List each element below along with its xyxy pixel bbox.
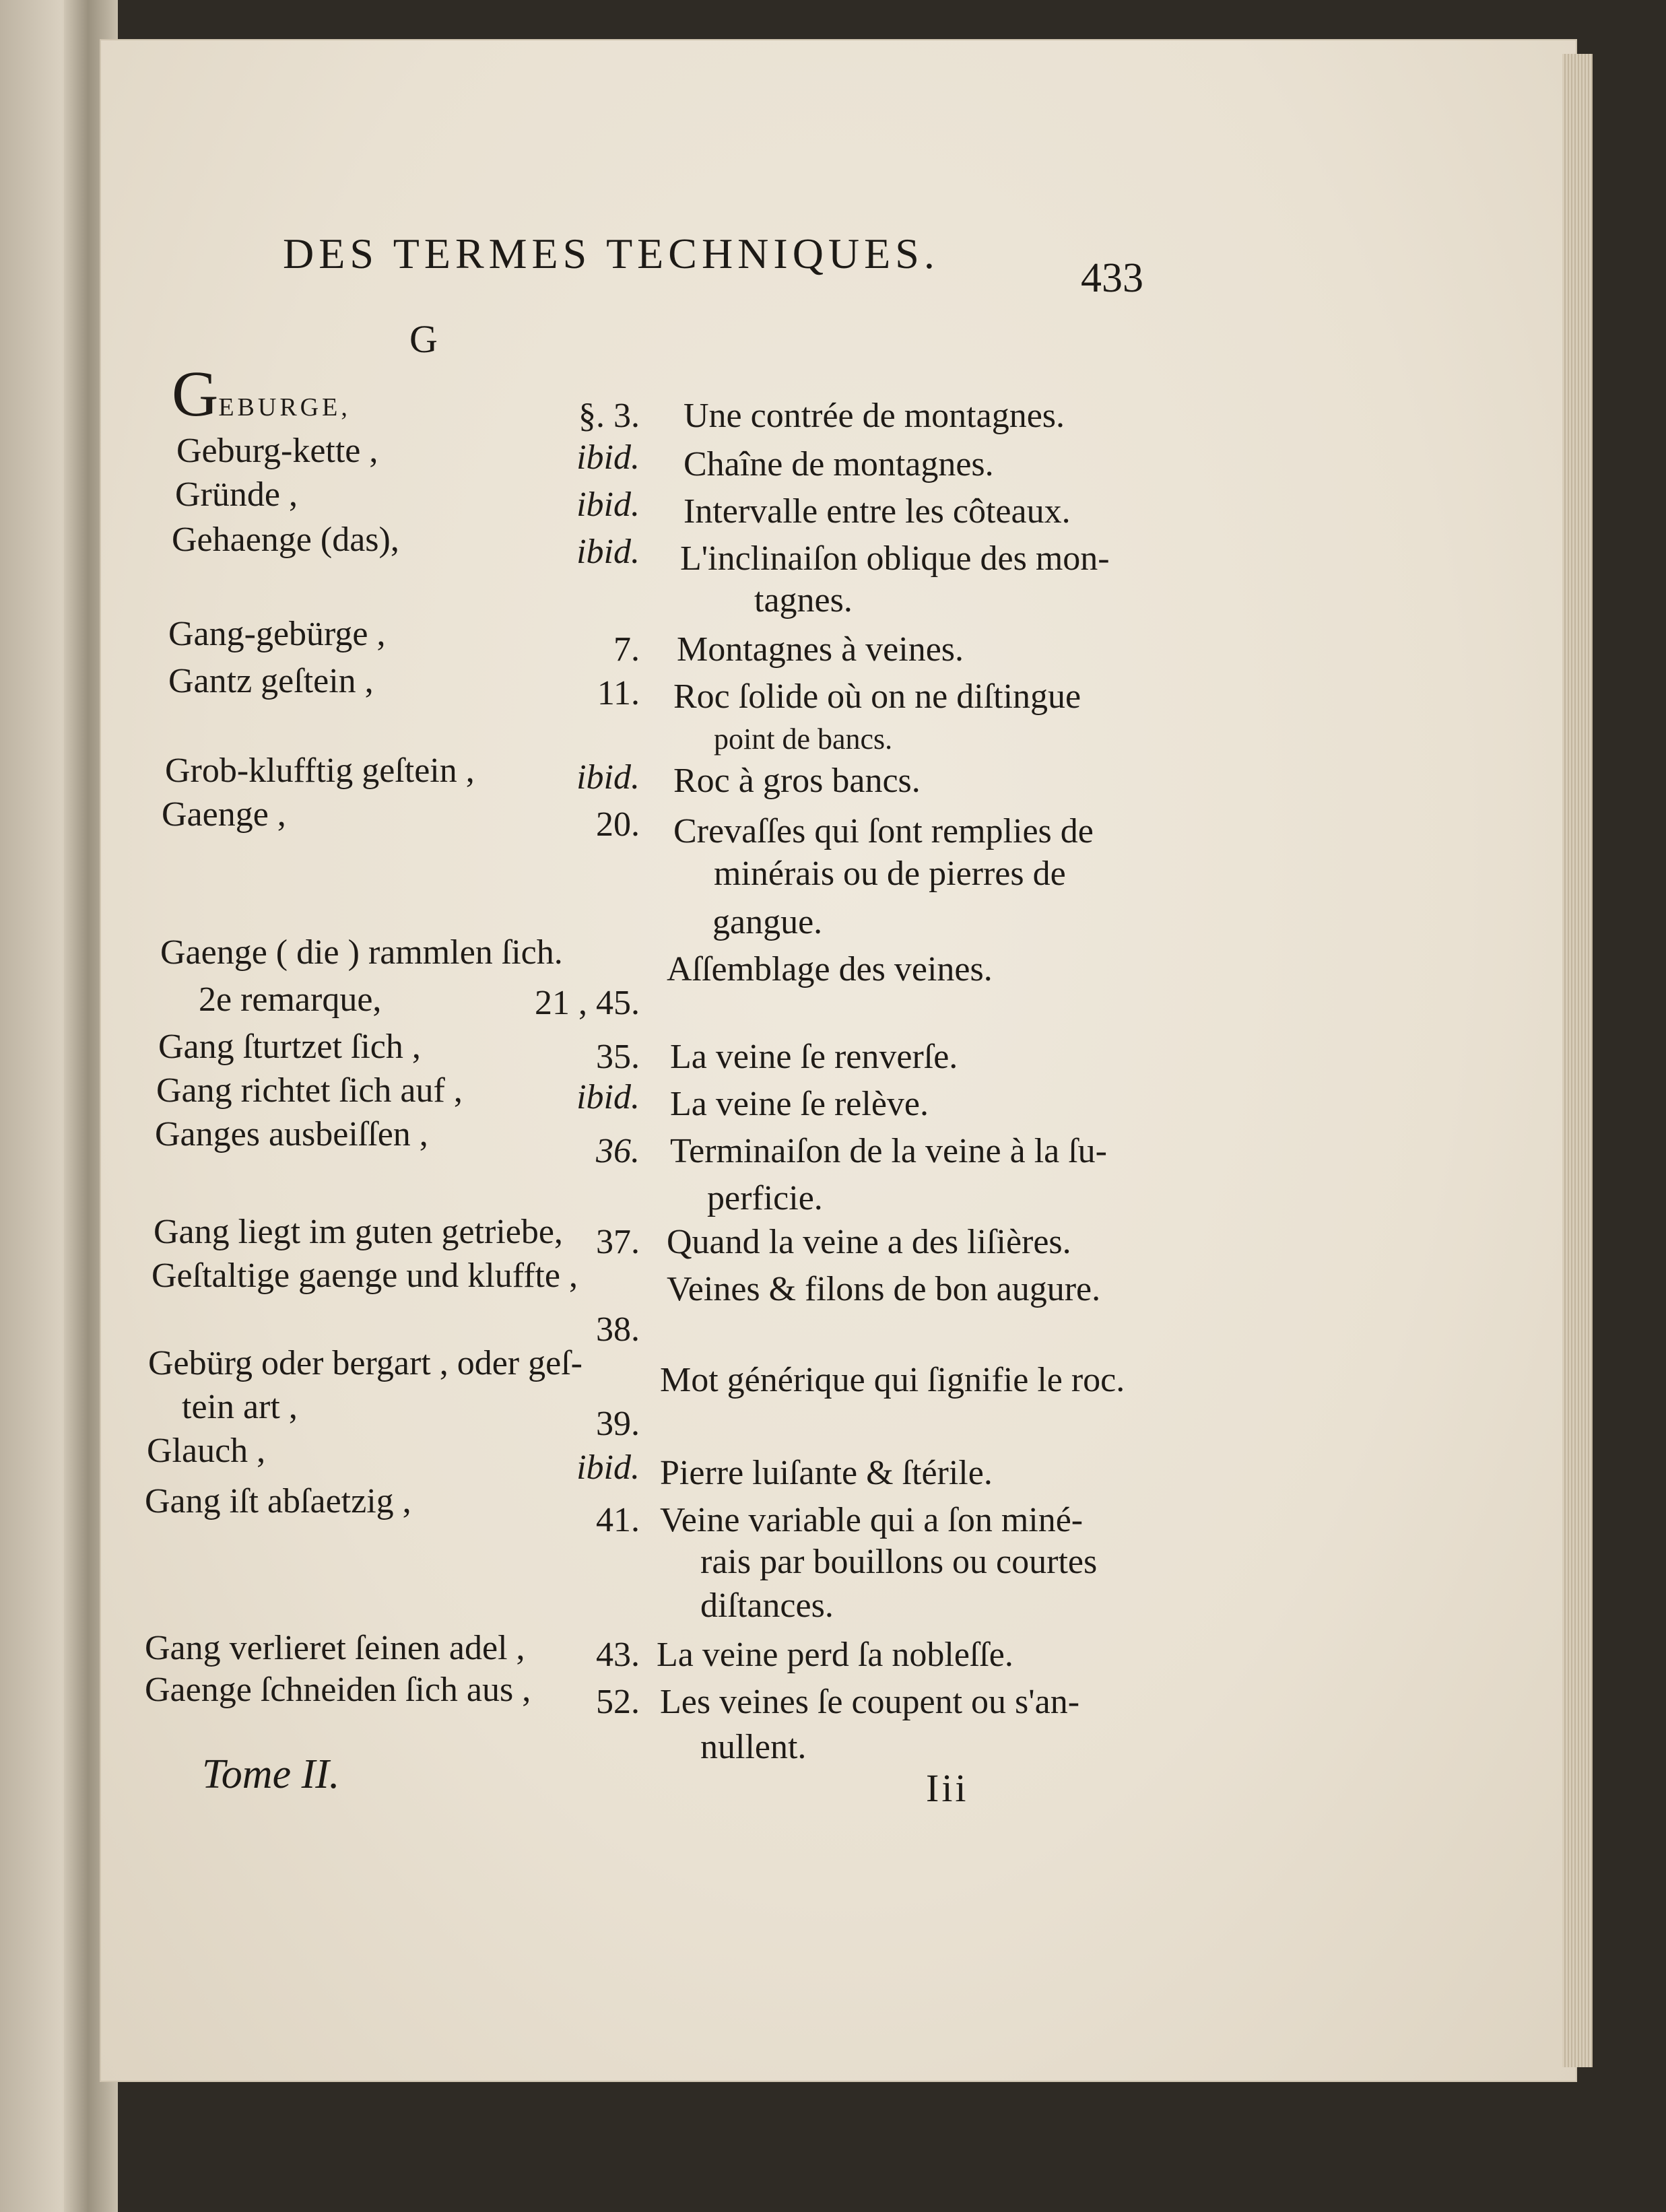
entry-translation: Veine variable qui a ſon miné- [660,1501,1084,1539]
entry-ref: ibid. [576,1078,640,1116]
entry-translation-cont: perficie. [707,1179,823,1217]
entry-translation-cont: gangue. [712,903,823,941]
entry-ref: 36. [596,1132,640,1170]
entry-term-cont: 2e remarque, [199,980,382,1019]
entry-term: Gaenge , [162,795,286,834]
entry-term: Gang richtet ſich auf , [156,1071,463,1110]
entry-translation-cont: rais par bouillons ou courtes [700,1543,1098,1581]
entry-translation: La veine ſe relève. [670,1085,929,1123]
entry-translation: La veine ſe renverſe. [670,1038,958,1076]
section-letter: G [409,317,438,361]
entry-translation: Roc à gros bancs. [673,762,921,800]
entry-term: Gang iſt abſaetzig , [145,1482,411,1520]
entry-ref: 21 , 45. [535,984,640,1022]
entry-translation: Pierre luiſante & ſtérile. [660,1454,993,1492]
entry-translation-cont: tagnes. [754,581,853,619]
entry-translation: Quand la veine a des liſières. [667,1223,1071,1261]
page-number: 433 [1081,255,1143,301]
entry-translation: Terminaiſon de la veine à la ſu- [670,1132,1107,1170]
entry-translation-cont: minérais ou de pierres de [714,854,1066,893]
entry-term: Gebürg oder bergart , oder geſ- [148,1344,582,1382]
entry-term-cont: tein art , [182,1388,298,1426]
entry-ref: 37. [596,1223,640,1261]
term-rest: EBURGE, [218,393,351,422]
entry-translation-cont: point de bancs. [714,723,893,756]
entry-ref: ibid. [576,485,640,524]
entry-ref: ibid. [576,533,640,571]
entry-ref: 39. [596,1405,640,1443]
entry-translation: La veine perd ſa nobleſſe. [657,1636,1013,1674]
entry-term: Gaenge ( die ) rammlen ſich. [160,933,563,972]
entry-term: Ganges ausbeiſſen , [155,1115,428,1153]
entry-translation: Aſſemblage des veines. [667,950,993,988]
entry-ref: 52. [596,1683,640,1721]
entry-ref: §. 3. [578,397,640,435]
entry-ref: 43. [596,1636,640,1674]
entry-ref: 20. [596,805,640,844]
entry-term: Geburg-kette , [176,432,378,470]
entry-translation: Crevaſſes qui ſont remplies de [673,812,1094,850]
entry-term [172,358,351,430]
entry-term: Gang ſturtzet ſich , [158,1028,421,1066]
entry-ref: ibid. [576,438,640,477]
entry-term: Gründe , [175,475,298,514]
entry-translation: Chaîne de montagnes. [684,445,994,483]
entry-term: Geſtaltige gaenge und kluffte , [152,1256,578,1295]
entry-ref: ibid. [576,1448,640,1487]
entry-translation: L'inclinaiſon oblique des mon- [680,539,1110,578]
entry-term: Gang verlieret ſeinen adel , [145,1629,525,1667]
entry-translation: Intervalle entre les côteaux. [684,492,1071,531]
entry-term: Gang liegt im guten getriebe, [154,1213,563,1251]
entry-translation-cont: nullent. [700,1728,807,1766]
entry-term: Gaenge ſchneiden ſich aus , [145,1671,531,1709]
entry-translation: Montagnes à veines. [677,630,964,669]
entry-ref: ibid. [576,758,640,797]
entry-ref: 7. [613,630,640,669]
entry-translation: Une contrée de montagnes. [684,397,1065,435]
entry-translation-cont: diſtances. [700,1586,834,1625]
entry-term: Grob-klufftig geſtein , [165,751,475,790]
entry-translation: Mot générique qui ſignifie le roc. [660,1361,1125,1399]
entry-term: Gang-gebürge , [168,615,386,653]
entry-ref: 35. [596,1038,640,1076]
entry-ref: 11. [597,674,640,712]
entry-translation: Roc ſolide où on ne diſtingue [673,677,1081,716]
entry-ref: 38. [596,1310,640,1349]
entry-term: Gehaenge (das), [172,521,399,559]
entry-ref: 41. [596,1501,640,1539]
signature-mark: Iii [926,1766,969,1810]
entry-term: Gantz geſtein , [168,662,374,700]
running-header: DES TERMES TECHNIQUES. [283,230,939,277]
entry-term: Glauch , [147,1432,266,1470]
drop-initial: G [172,358,219,430]
entry-translation: Veines & filons de bon augure. [667,1270,1101,1308]
volume-label: Tome II. [202,1751,340,1797]
entry-translation: Les veines ſe coupent ou s'an- [660,1683,1080,1721]
